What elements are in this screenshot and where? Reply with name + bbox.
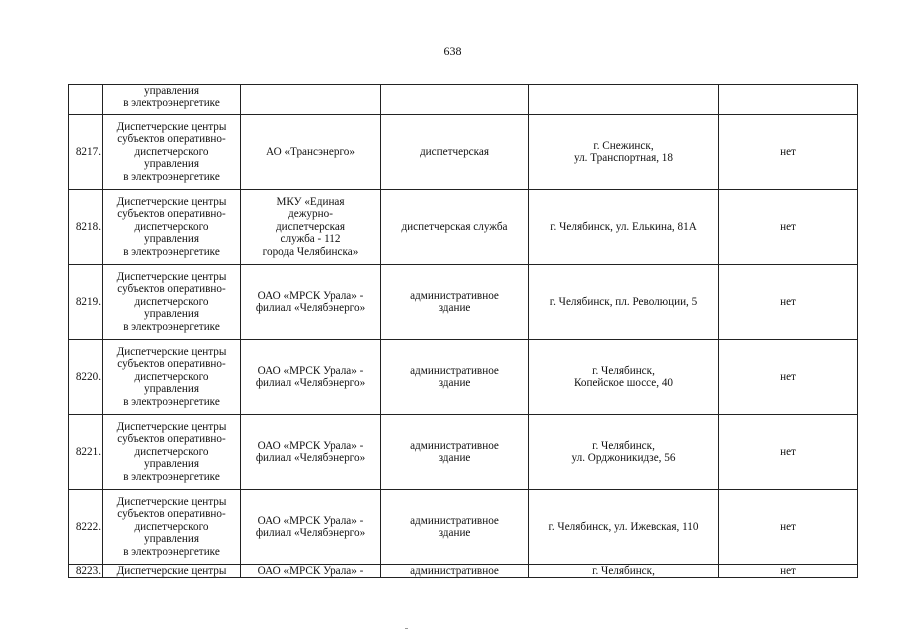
object-status: нет [719, 415, 858, 490]
table-row [69, 85, 858, 115]
table-row [69, 415, 858, 490]
object-type: административное здание [381, 340, 529, 415]
object-owner: ОАО «МРСК Урала» - филиал «Челябэнерго» [241, 265, 381, 340]
object-owner: МКУ «Единая дежурно- диспетчерская служба - 112 города Челябинска» [241, 190, 381, 265]
object-category-text: Диспетчерские центры [116, 565, 227, 577]
object-owner-text: ОАО «МРСК Урала» - [257, 565, 364, 577]
object-status [719, 565, 858, 578]
table-row [69, 565, 858, 578]
object-address: г. Челябинск, ул. Орджоникидзе, 56 [529, 415, 719, 490]
object-address: г. Снежинск, ул. Транспортная, 18 [529, 115, 719, 190]
table-row [69, 340, 858, 415]
object-category: Диспетчерские центры субъектов оперативно- диспетчерского управления в электроэнергетике [103, 115, 241, 190]
table-row [69, 265, 858, 340]
object-type: диспетчерская [381, 115, 529, 190]
object-address: г. Челябинск, ул. Елькина, 81А [529, 190, 719, 265]
object-category: Диспетчерские центры субъектов оперативно- диспетчерского управления в электроэнергетике [103, 340, 241, 415]
object-owner: АО «Трансэнерго» [241, 115, 381, 190]
object-category: Диспетчерские центры субъектов оперативно- диспетчерского управления в электроэнергетике [103, 190, 241, 265]
object-address [529, 85, 719, 115]
object-status: нет [719, 265, 858, 340]
row-number: 8217. [69, 115, 103, 190]
table-row [69, 115, 858, 190]
object-address: г. Челябинск, Копейское шоссе, 40 [529, 340, 719, 415]
object-status-text: нет [780, 565, 796, 577]
object-address: г. Челябинск, пл. Революции, 5 [529, 265, 719, 340]
object-status: нет [719, 115, 858, 190]
row-number [69, 565, 103, 578]
row-number: 8221. [69, 415, 103, 490]
object-address: г. Челябинск, ул. Ижевская, 110 [529, 490, 719, 565]
row-number: 8222. [69, 490, 103, 565]
object-category: Диспетчерские центры субъектов оперативно- диспетчерского управления в электроэнергетике [103, 265, 241, 340]
object-status: нет [719, 340, 858, 415]
object-status: нет [719, 490, 858, 565]
object-type: диспетчерская служба [381, 190, 529, 265]
object-owner: ОАО «МРСК Урала» - филиал «Челябэнерго» [241, 490, 381, 565]
object-type: административное здание [381, 490, 529, 565]
scan-speck [405, 628, 408, 629]
objects-table [68, 84, 858, 578]
row-number: 8219. [69, 265, 103, 340]
object-category: Диспетчерские центры субъектов оперативно- диспетчерского управления в электроэнергетике [103, 415, 241, 490]
object-category [103, 565, 241, 578]
object-category: Диспетчерские центры субъектов оперативно- диспетчерского управления в электроэнергетике [103, 490, 241, 565]
object-type-text: административное [410, 565, 499, 577]
object-status: нет [719, 190, 858, 265]
object-owner: ОАО «МРСК Урала» - филиал «Челябэнерго» [241, 415, 381, 490]
row-number [69, 85, 103, 115]
object-type: административное здание [381, 415, 529, 490]
object-type: административное здание [381, 265, 529, 340]
page-number: 638 [443, 44, 462, 58]
object-owner [241, 565, 381, 578]
row-number-text: 8223. [75, 565, 101, 577]
object-type [381, 85, 529, 115]
object-owner: ОАО «МРСК Урала» - филиал «Челябэнерго» [241, 340, 381, 415]
object-category: управления в электроэнергетике [103, 85, 241, 115]
row-number: 8218. [69, 190, 103, 265]
object-owner [241, 85, 381, 115]
object-address [529, 565, 719, 578]
object-type [381, 565, 529, 578]
table-row [69, 190, 858, 265]
row-number: 8220. [69, 340, 103, 415]
object-address-text: г. Челябинск, [592, 565, 655, 577]
object-status [719, 85, 858, 115]
table-row [69, 490, 858, 565]
